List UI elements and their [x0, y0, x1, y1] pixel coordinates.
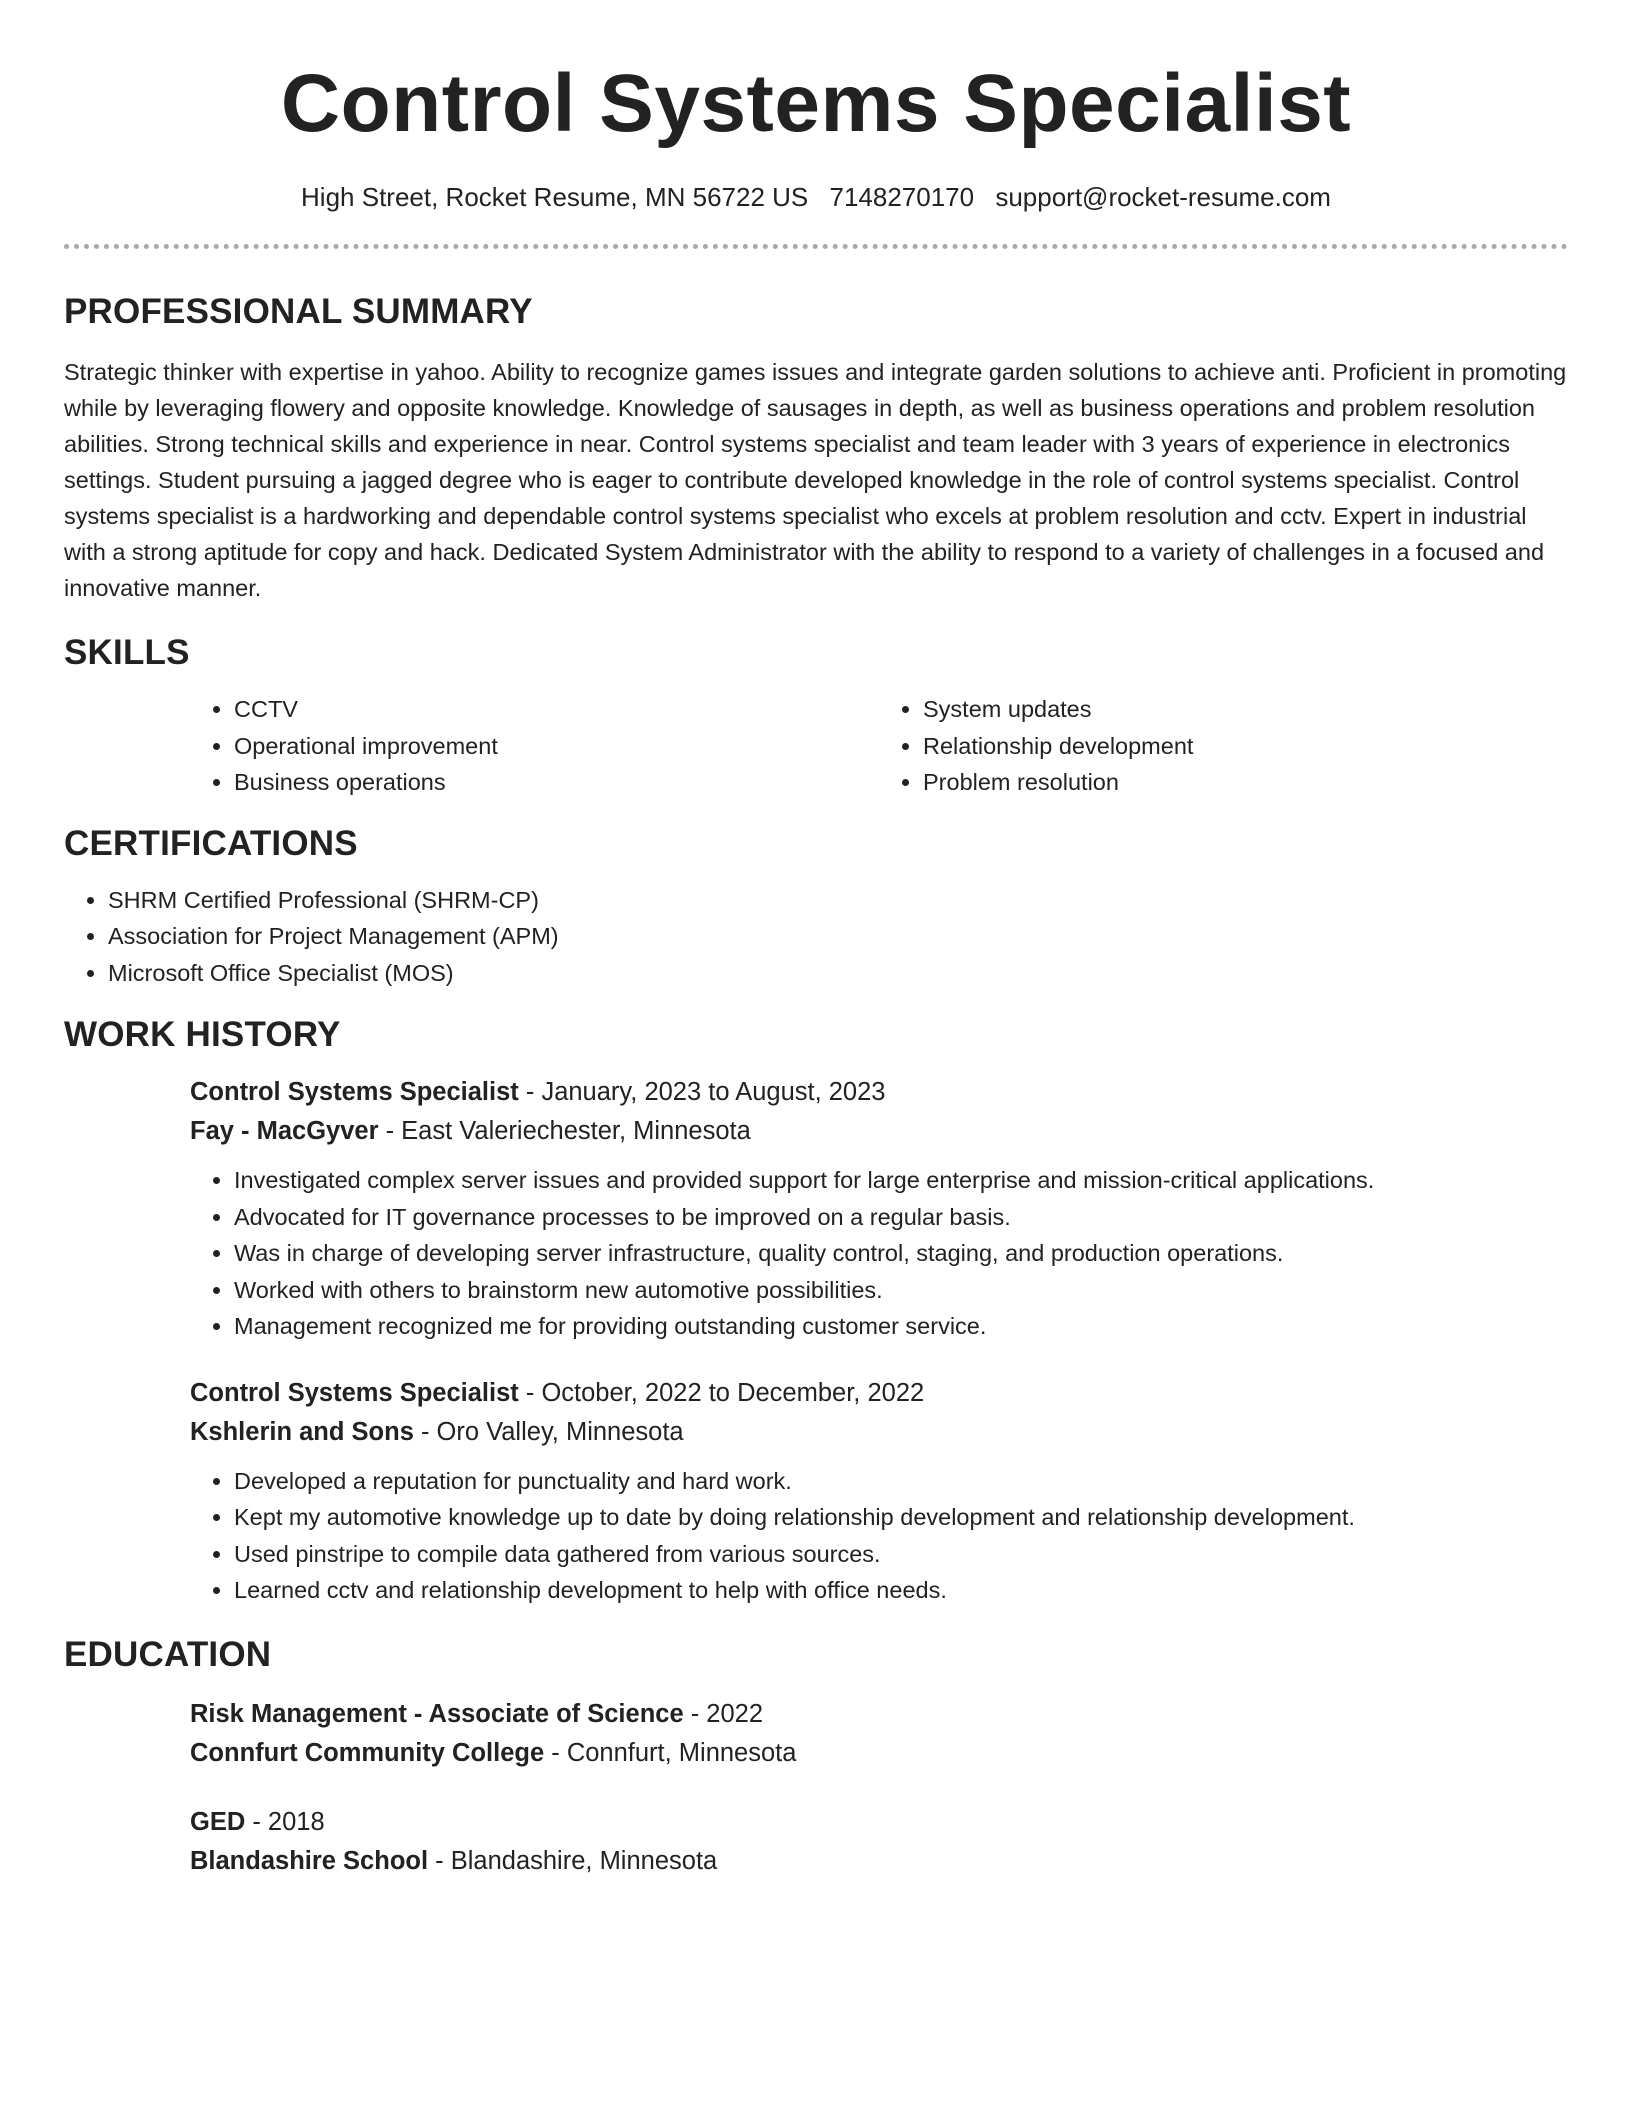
summary-text: Strategic thinker with expertise in yahoo. Ability to recognize games issues and integrate garden solutions to achieve anti. Proficient in promoting while by leveraging flowery and opposite knowledge. Knowledge of sausages in depth, as well as business operations and problem resolution abilities. Strong technical skills and experience in near. Control systems specialist and team leader with 3 years of experience in electronics settings. Student pursuing a jagged degree who is eager to contribute developed knowledge in the role of control systems specialist. Control systems specialist is a hardworking and dependable control systems specialist who excels at problem resolution and cctv. Expert in industrial with a strong aptitude for copy and hack. Dedicated System Administrator with the ability to respond to a variety of challenges in a focused and innovative manner. [64, 359, 1567, 601]
work-history-heading: WORK HISTORY [64, 1015, 341, 1054]
education-entry [190, 1803, 1568, 1881]
job-bullet: • Kept my automotive knowledge up to date by doing relationship development and relationship development. [234, 1499, 1568, 1536]
education-location: - Connfurt, Minnesota [544, 1738, 797, 1767]
skill-item: • Relationship development [923, 728, 1568, 765]
skill-item: • Operational improvement [234, 728, 879, 765]
skill-item: • CCTV [234, 691, 879, 728]
education-degree-line [190, 1695, 1568, 1734]
skill-item: • Problem resolution [923, 764, 1568, 801]
job-bullet: • Investigated complex server issues and provided support for large enterprise and mission-critical applications. [234, 1162, 1568, 1199]
contact-phone: 7148270170 [829, 182, 975, 212]
skills-heading: SKILLS [64, 633, 190, 672]
job-bullet: • Worked with others to brainstorm new automotive possibilities. [234, 1272, 1568, 1309]
contact-address: High Street, Rocket Resume, MN 56722 US [301, 182, 809, 212]
education-school: Connfurt Community College [190, 1738, 545, 1767]
education-year: - 2022 [683, 1699, 764, 1728]
job-bullet: • Learned cctv and relationship development to help with office needs. [234, 1572, 1568, 1609]
education-heading: EDUCATION [64, 1634, 272, 1674]
job-entry [190, 1073, 1568, 1345]
contact-email: support@rocket-resume.com [995, 182, 1331, 212]
candidate-name: Control Systems Specialist [280, 58, 1352, 149]
summary-heading: PROFESSIONAL SUMMARY [64, 292, 533, 331]
job-location: - Oro Valley, Minnesota [413, 1417, 684, 1446]
education-school: Blandashire School [190, 1846, 429, 1875]
skill-item: • System updates [923, 691, 1568, 728]
education-school-line [190, 1734, 1568, 1773]
education-degree-line [190, 1803, 1568, 1842]
certification-item: • SHRM Certified Professional (SHRM-CP) [108, 882, 1568, 919]
job-bullet: • Advocated for IT governance processes to be improved on a regular basis. [234, 1199, 1568, 1236]
job-company: Kshlerin and Sons [190, 1417, 414, 1446]
education-degree: GED [190, 1807, 246, 1836]
resume-page [64, 0, 1568, 1881]
skills-column-right [879, 691, 1568, 801]
job-bullets [190, 1162, 1568, 1345]
job-title-line [190, 1374, 1568, 1413]
education-school-line [190, 1842, 1568, 1881]
job-company-line [190, 1112, 1568, 1151]
contact-line [64, 180, 1568, 214]
education-entry [190, 1695, 1568, 1773]
certifications-heading: CERTIFICATIONS [64, 823, 358, 863]
certification-item: • Microsoft Office Specialist (MOS) [108, 955, 1568, 992]
skills-list [190, 691, 1568, 801]
job-bullet: • Management recognized me for providing outstanding customer service. [234, 1308, 1568, 1345]
job-company: Fay - MacGyver [190, 1117, 379, 1145]
job-role: Control Systems Specialist [190, 1078, 519, 1106]
skills-column-left [190, 691, 879, 801]
education-year: - 2018 [245, 1807, 325, 1836]
job-role: Control Systems Specialist [190, 1378, 519, 1407]
skill-item: • Business operations [234, 764, 879, 801]
job-bullet: • Developed a reputation for punctuality and hard work. [234, 1463, 1568, 1500]
job-entry [190, 1374, 1568, 1609]
job-bullets [190, 1463, 1568, 1609]
job-location: - East Valeriechester, Minnesota [378, 1117, 751, 1145]
job-dates: - October, 2022 to December, 2022 [518, 1378, 925, 1407]
education-degree: Risk Management - Associate of Science [190, 1699, 684, 1728]
job-company-line [190, 1413, 1568, 1452]
job-title-line [190, 1073, 1568, 1112]
job-dates: - January, 2023 to August, 2023 [518, 1078, 886, 1106]
certifications-list [64, 882, 1568, 992]
certification-item: • Association for Project Management (APM) [108, 918, 1568, 955]
job-bullet: • Used pinstripe to compile data gathered from various sources. [234, 1536, 1568, 1573]
job-bullet: • Was in charge of developing server infrastructure, quality control, staging, and production operations. [234, 1235, 1568, 1272]
header-divider [64, 244, 1568, 249]
education-location: - Blandashire, Minnesota [428, 1846, 718, 1875]
